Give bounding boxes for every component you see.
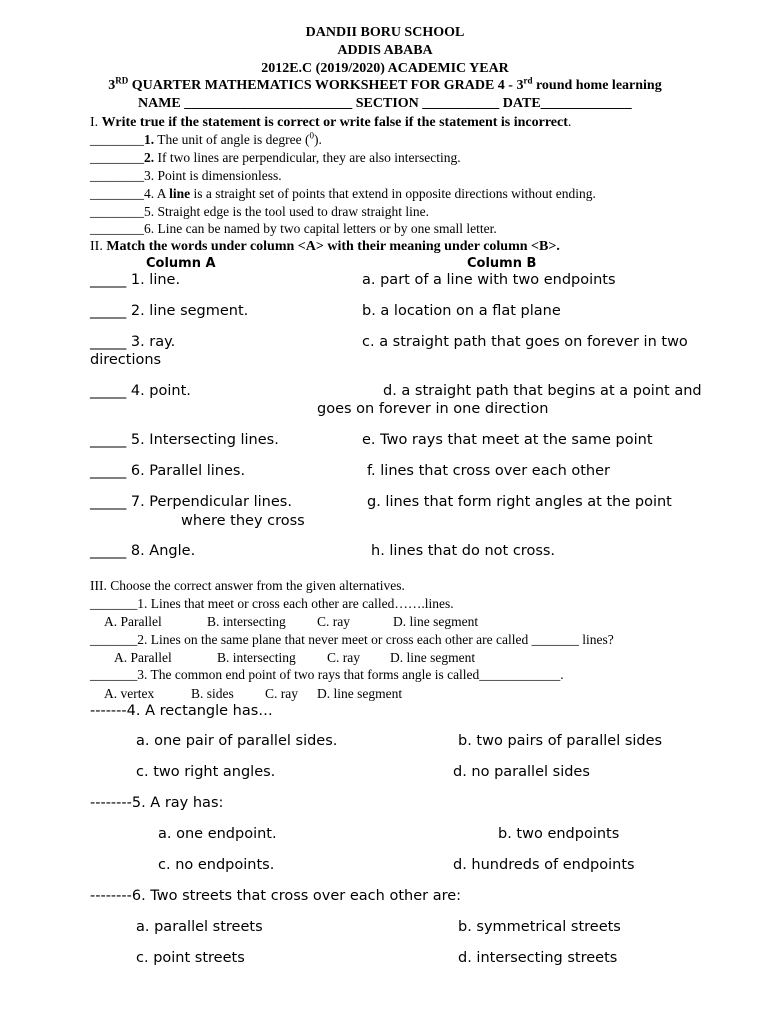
part1-item-5: ________5. Straight edge is the tool used to draw straight line. (90, 204, 429, 219)
match-a-8: _____ 8. Angle. (90, 543, 196, 559)
part2-instruction: II. Match the words under column ˂A˃ with their meaning under column ˂B˃. (90, 239, 560, 254)
mc-q4-option-d: d. no parallel sides (453, 764, 590, 780)
match-b-a: a. part of a line with two endpoints (362, 272, 616, 288)
mc-q4-option-a: a. one pair of parallel sides. (136, 733, 338, 749)
mc-q5-option-d: d. hundreds of endpoints (453, 857, 635, 873)
mc-q4-option-b: b. two pairs of parallel sides (458, 733, 663, 749)
match-b-g: g. lines that form right angles at the point (367, 494, 672, 510)
part1-item-4: ________4. A line is a straight set of points that extend in opposite directions without ending. (90, 186, 596, 201)
column-b-heading: Column B (467, 256, 537, 271)
mc-question-4: -------4. A rectangle has… (90, 703, 273, 719)
mc-q1-option-b: B. intersecting (207, 614, 286, 629)
part3-instruction: III. Choose the correct answer from the given alternatives. (90, 578, 405, 593)
worksheet-title: 3RD QUARTER MATHEMATICS WORKSHEET FOR GRADE 4 - 3rd round home learning (108, 75, 662, 93)
mc-q5-option-b: b. two endpoints (498, 826, 620, 842)
match-b-h: h. lines that do not cross. (371, 543, 556, 559)
mc-question-3: _______3. The common end point of two rays that forms angle is called____________. (90, 667, 564, 682)
match-a-2: _____ 2. line segment. (90, 303, 249, 319)
match-b-c: c. a straight path that goes on forever in two (362, 334, 688, 350)
part1-item-2: ________2. If two lines are perpendicular, they are also intersecting. (90, 150, 461, 165)
mc-q6-option-b: b. symmetrical streets (458, 919, 621, 935)
match-a-3: _____ 3. ray. (90, 334, 176, 350)
match-b-d: d. a straight path that begins at a point and (383, 383, 702, 399)
match-a-6: _____ 6. Parallel lines. (90, 463, 246, 479)
mc-q3-option-c: C. ray (265, 686, 298, 701)
column-a-heading: Column A (146, 256, 216, 271)
school-name: DANDII BORU SCHOOL (305, 25, 465, 40)
mc-q3-option-d: D. line segment (317, 686, 403, 701)
name-section-date-line: NAME ________________________ SECTION ___________ DATE_____________ (138, 96, 632, 111)
match-b-f: f. lines that cross over each other (367, 463, 611, 479)
match-a-4: _____ 4. point. (90, 383, 191, 399)
mc-question-2: _______2. Lines on the same plane that never meet or cross each other are called _______ lines? (90, 632, 614, 647)
mc-q3-option-a: A. vertex (104, 686, 155, 701)
match-a-7-cont: where they cross (181, 513, 305, 529)
mc-q3-option-b: B. sides (191, 686, 234, 701)
mc-question-6: --------6. Two streets that cross over each other are: (90, 888, 462, 904)
mc-q1-option-d: D. line segment (393, 614, 479, 629)
mc-question-5: --------5. A ray has: (90, 795, 224, 811)
part1-item-3: ________3. Point is dimensionless. (90, 168, 282, 183)
mc-q1-option-a: A. Parallel (104, 614, 162, 629)
mc-q2-option-d: D. line segment (390, 650, 476, 665)
mc-q6-option-d: d. intersecting streets (458, 950, 618, 966)
mc-question-1: _______1. Lines that meet or cross each other are called…….lines. (90, 596, 454, 611)
mc-q2-option-c: C. ray (327, 650, 360, 665)
match-a-5: _____ 5. Intersecting lines. (90, 432, 279, 448)
match-b-d-cont: goes on forever in one direction (317, 401, 549, 417)
mc-q5-option-a: a. one endpoint. (158, 826, 277, 842)
city-name: ADDIS ABABA (337, 43, 433, 58)
match-b-b: b. a location on a flat plane (362, 303, 561, 319)
part1-instruction: I. Write true if the statement is correct or write false if the statement is incorrect. (90, 115, 572, 130)
mc-q6-option-c: c. point streets (136, 950, 245, 966)
mc-q2-option-b: B. intersecting (217, 650, 296, 665)
academic-year: 2012E.C (2019/2020) ACADEMIC YEAR (261, 61, 509, 76)
mc-q2-option-a: A. Parallel (114, 650, 172, 665)
mc-q1-option-c: C. ray (317, 614, 350, 629)
part1-item-1: ________1. The unit of angle is degree ($^0$). (90, 130, 322, 147)
match-a-7: _____ 7. Perpendicular lines. (90, 494, 292, 510)
mc-q5-option-c: c. no endpoints. (158, 857, 275, 873)
match-a-1: _____ 1. line. (90, 272, 181, 288)
match-b-e: e. Two rays that meet at the same point (362, 432, 653, 448)
part1-item-6: ________6. Line can be named by two capital letters or by one small letter. (90, 221, 497, 236)
mc-q4-option-c: c. two right angles. (136, 764, 276, 780)
match-b-c-cont: directions (90, 352, 162, 368)
mc-q6-option-a: a. parallel streets (136, 919, 263, 935)
